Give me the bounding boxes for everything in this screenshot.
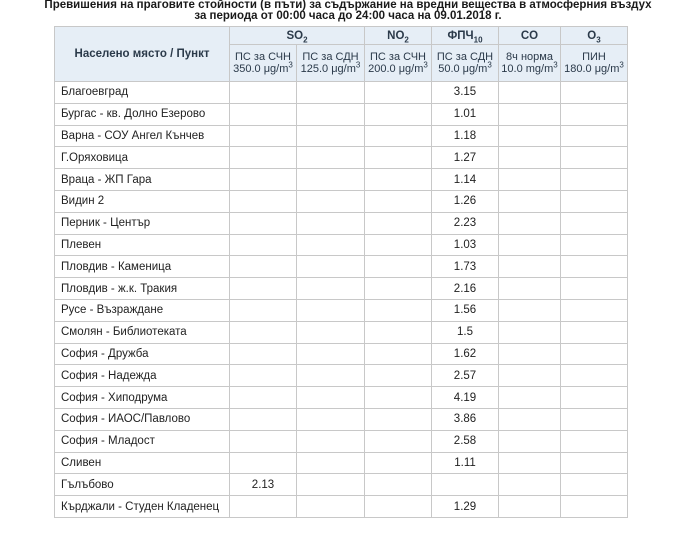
cell-no2 [365, 125, 432, 147]
subheader-o3-pin [561, 45, 628, 82]
cell-co [499, 278, 561, 300]
cell-co [499, 343, 561, 365]
cell-place: Варна - СОУ Ангел Кънчев [55, 125, 230, 147]
subheader-limit: 350.0 μg/m [233, 63, 289, 75]
cell-co [499, 452, 561, 474]
cell-so2-sdn [297, 278, 365, 300]
cell-co [499, 169, 561, 191]
cell-o3 [561, 278, 628, 300]
cell-place: Перник - Център [55, 212, 230, 234]
cell-so2-sch [230, 408, 297, 430]
group-header-no2 [365, 27, 432, 45]
cell-so2-sdn [297, 408, 365, 430]
cell-no2 [365, 365, 432, 387]
cell-co [499, 147, 561, 169]
cell-no2 [365, 408, 432, 430]
group-header-no2-base: NO [387, 29, 405, 42]
group-header-so2-sub: 2 [303, 34, 308, 44]
cell-co [499, 82, 561, 104]
subheader-so2-sch [230, 45, 297, 82]
table-row [55, 365, 628, 387]
cell-co [499, 430, 561, 452]
cell-so2-sch [230, 299, 297, 321]
column-header-place: Населено място / Пункт [55, 27, 230, 82]
cell-o3 [561, 452, 628, 474]
cell-so2-sch [230, 343, 297, 365]
group-header-pm10-sub: 10 [473, 34, 483, 44]
cell-so2-sdn [297, 82, 365, 104]
cell-o3 [561, 343, 628, 365]
report-title-line1: Превишения на праговите стойности (в пъти) за съдържание на вредни вещества в атмосферния въздух [44, 0, 652, 11]
cell-so2-sch [230, 82, 297, 104]
cell-place: Г.Оряховица [55, 147, 230, 169]
table-row [55, 190, 628, 212]
cell-pm10: 1.29 [432, 496, 499, 518]
cell-co [499, 234, 561, 256]
table-row [55, 103, 628, 125]
cell-place: Бургас - кв. Долно Езерово [55, 103, 230, 125]
cell-so2-sdn [297, 430, 365, 452]
cell-so2-sch [230, 365, 297, 387]
cell-place: София - Дружба [55, 343, 230, 365]
subheader-label: ПС за СДН [302, 51, 359, 63]
subheader-no2-sch [365, 45, 432, 82]
group-header-so2-base: SO [286, 29, 304, 42]
cell-place: Враца - ЖП Гара [55, 169, 230, 191]
cell-pm10: 1.01 [432, 103, 499, 125]
cell-co [499, 125, 561, 147]
cell-so2-sdn [297, 321, 365, 343]
table-row [55, 147, 628, 169]
subheader-label: ПИН [582, 51, 606, 63]
table-row [55, 234, 628, 256]
group-header-o3 [561, 27, 628, 45]
cell-co [499, 256, 561, 278]
subheader-unit-exp: 3 [553, 60, 558, 70]
cell-no2 [365, 474, 432, 496]
cell-so2-sdn [297, 169, 365, 191]
cell-place: София - Хиподрума [55, 387, 230, 409]
cell-no2 [365, 82, 432, 104]
cell-place: Гълъбово [55, 474, 230, 496]
cell-so2-sch [230, 387, 297, 409]
subheader-so2-sdn [297, 45, 365, 82]
cell-no2 [365, 343, 432, 365]
cell-o3 [561, 212, 628, 234]
cell-so2-sdn [297, 234, 365, 256]
cell-pm10: 1.73 [432, 256, 499, 278]
group-header-no2-sub: 2 [404, 34, 409, 44]
cell-o3 [561, 103, 628, 125]
subheader-limit: 10.0 mg/m [501, 63, 554, 75]
subheader-pm10-sdn [432, 45, 499, 82]
cell-so2-sdn [297, 365, 365, 387]
cell-no2 [365, 430, 432, 452]
cell-so2-sch [230, 430, 297, 452]
cell-so2-sdn [297, 103, 365, 125]
cell-so2-sch: 2.13 [230, 474, 297, 496]
cell-place: Сливен [55, 452, 230, 474]
cell-co [499, 321, 561, 343]
cell-pm10: 1.03 [432, 234, 499, 256]
table-row [55, 474, 628, 496]
cell-so2-sch [230, 496, 297, 518]
cell-o3 [561, 169, 628, 191]
cell-place: София - Надежда [55, 365, 230, 387]
group-header-pm10-base: ФПЧ [447, 29, 474, 42]
cell-o3 [561, 82, 628, 104]
cell-o3 [561, 387, 628, 409]
cell-pm10 [432, 474, 499, 496]
subheader-unit-exp: 3 [619, 60, 624, 70]
subheader-label: ПС за СДН [436, 51, 494, 63]
cell-no2 [365, 212, 432, 234]
cell-co [499, 496, 561, 518]
cell-co [499, 365, 561, 387]
cell-pm10: 2.23 [432, 212, 499, 234]
cell-so2-sch [230, 147, 297, 169]
cell-no2 [365, 321, 432, 343]
cell-so2-sdn [297, 343, 365, 365]
cell-so2-sch [230, 234, 297, 256]
subheader-unit-exp: 3 [423, 60, 428, 70]
table-row [55, 278, 628, 300]
cell-place: Пловдив - Каменица [55, 256, 230, 278]
cell-o3 [561, 321, 628, 343]
cell-co [499, 212, 561, 234]
subheader-label: 8ч норма [506, 51, 553, 63]
cell-so2-sdn [297, 474, 365, 496]
cell-pm10: 1.26 [432, 190, 499, 212]
cell-so2-sch [230, 103, 297, 125]
cell-o3 [561, 299, 628, 321]
cell-place: Видин 2 [55, 190, 230, 212]
table-row [55, 387, 628, 409]
cell-pm10: 1.27 [432, 147, 499, 169]
exceedance-table [54, 26, 628, 518]
cell-o3 [561, 147, 628, 169]
cell-pm10: 2.16 [432, 278, 499, 300]
cell-so2-sch [230, 190, 297, 212]
table-row [55, 496, 628, 518]
cell-pm10: 3.15 [432, 82, 499, 104]
cell-pm10: 1.62 [432, 343, 499, 365]
table-row [55, 82, 628, 104]
cell-so2-sch [230, 125, 297, 147]
cell-o3 [561, 496, 628, 518]
subheader-limit: 50.0 μg/m [438, 63, 488, 75]
cell-no2 [365, 190, 432, 212]
table-row [55, 125, 628, 147]
subheader-limit: 180.0 μg/m [564, 63, 620, 75]
cell-pm10: 2.58 [432, 430, 499, 452]
cell-place: Плевен [55, 234, 230, 256]
cell-no2 [365, 452, 432, 474]
cell-no2 [365, 278, 432, 300]
cell-no2 [365, 387, 432, 409]
subheader-limit: 125.0 μg/m [300, 63, 356, 75]
report-title-line2: за периода от 00:00 часа до 24:00 часа на 09.01.2018 г. [194, 10, 502, 22]
cell-o3 [561, 408, 628, 430]
cell-pm10: 1.11 [432, 452, 499, 474]
cell-co [499, 103, 561, 125]
cell-so2-sch [230, 278, 297, 300]
cell-no2 [365, 299, 432, 321]
cell-place: София - Младост [55, 430, 230, 452]
cell-place: Смолян - Библиотеката [55, 321, 230, 343]
cell-place: Русе - Възраждане [55, 299, 230, 321]
subheader-unit-exp: 3 [355, 60, 361, 70]
group-header-co [499, 27, 561, 45]
cell-o3 [561, 190, 628, 212]
cell-no2 [365, 496, 432, 518]
cell-place: София - ИАОС/Павлово [55, 408, 230, 430]
cell-co [499, 387, 561, 409]
cell-so2-sdn [297, 387, 365, 409]
subheader-label: ПС за СЧН [370, 51, 426, 63]
table-row [55, 299, 628, 321]
cell-o3 [561, 365, 628, 387]
cell-so2-sdn [297, 452, 365, 474]
cell-o3 [561, 125, 628, 147]
cell-o3 [561, 474, 628, 496]
group-header-so2 [230, 27, 365, 45]
cell-co [499, 299, 561, 321]
cell-so2-sdn [297, 496, 365, 518]
cell-no2 [365, 256, 432, 278]
cell-co [499, 408, 561, 430]
cell-no2 [365, 169, 432, 191]
table-row [55, 169, 628, 191]
cell-so2-sdn [297, 147, 365, 169]
cell-pm10: 1.5 [432, 321, 499, 343]
table-row [55, 321, 628, 343]
cell-pm10: 1.18 [432, 125, 499, 147]
cell-so2-sch [230, 212, 297, 234]
cell-co [499, 190, 561, 212]
table-row [55, 343, 628, 365]
cell-so2-sdn [297, 212, 365, 234]
cell-so2-sch [230, 169, 297, 191]
cell-so2-sch [230, 452, 297, 474]
cell-so2-sch [230, 256, 297, 278]
cell-pm10: 4.19 [432, 387, 499, 409]
table-row [55, 256, 628, 278]
cell-pm10: 1.14 [432, 169, 499, 191]
cell-no2 [365, 234, 432, 256]
cell-so2-sch [230, 321, 297, 343]
cell-place: Пловдив - ж.к. Тракия [55, 278, 230, 300]
cell-pm10: 3.86 [432, 408, 499, 430]
cell-o3 [561, 430, 628, 452]
subheader-unit-exp: 3 [288, 60, 293, 70]
subheader-limit: 200.0 μg/m [368, 63, 424, 75]
table-row [55, 212, 628, 234]
subheader-label: ПС за СЧН [235, 51, 291, 63]
group-header-o3-base: O [587, 29, 597, 42]
group-header-co-base: CO [520, 29, 539, 42]
cell-no2 [365, 147, 432, 169]
cell-so2-sdn [297, 125, 365, 147]
group-header-pm10 [432, 27, 499, 45]
cell-co [499, 474, 561, 496]
cell-so2-sdn [297, 190, 365, 212]
cell-pm10: 1.56 [432, 299, 499, 321]
table-row [55, 408, 628, 430]
table-row [55, 430, 628, 452]
report-title [0, 0, 696, 22]
group-header-o3-sub: 3 [596, 34, 601, 44]
cell-o3 [561, 256, 628, 278]
cell-no2 [365, 103, 432, 125]
cell-place: Благоевград [55, 82, 230, 104]
cell-place: Кърджали - Студен Кладенец [55, 496, 230, 518]
cell-o3 [561, 234, 628, 256]
cell-so2-sdn [297, 299, 365, 321]
subheader-unit-exp: 3 [487, 60, 492, 70]
subheader-co-8h [499, 45, 561, 82]
table-row [55, 452, 628, 474]
cell-pm10: 2.57 [432, 365, 499, 387]
cell-so2-sdn [297, 256, 365, 278]
